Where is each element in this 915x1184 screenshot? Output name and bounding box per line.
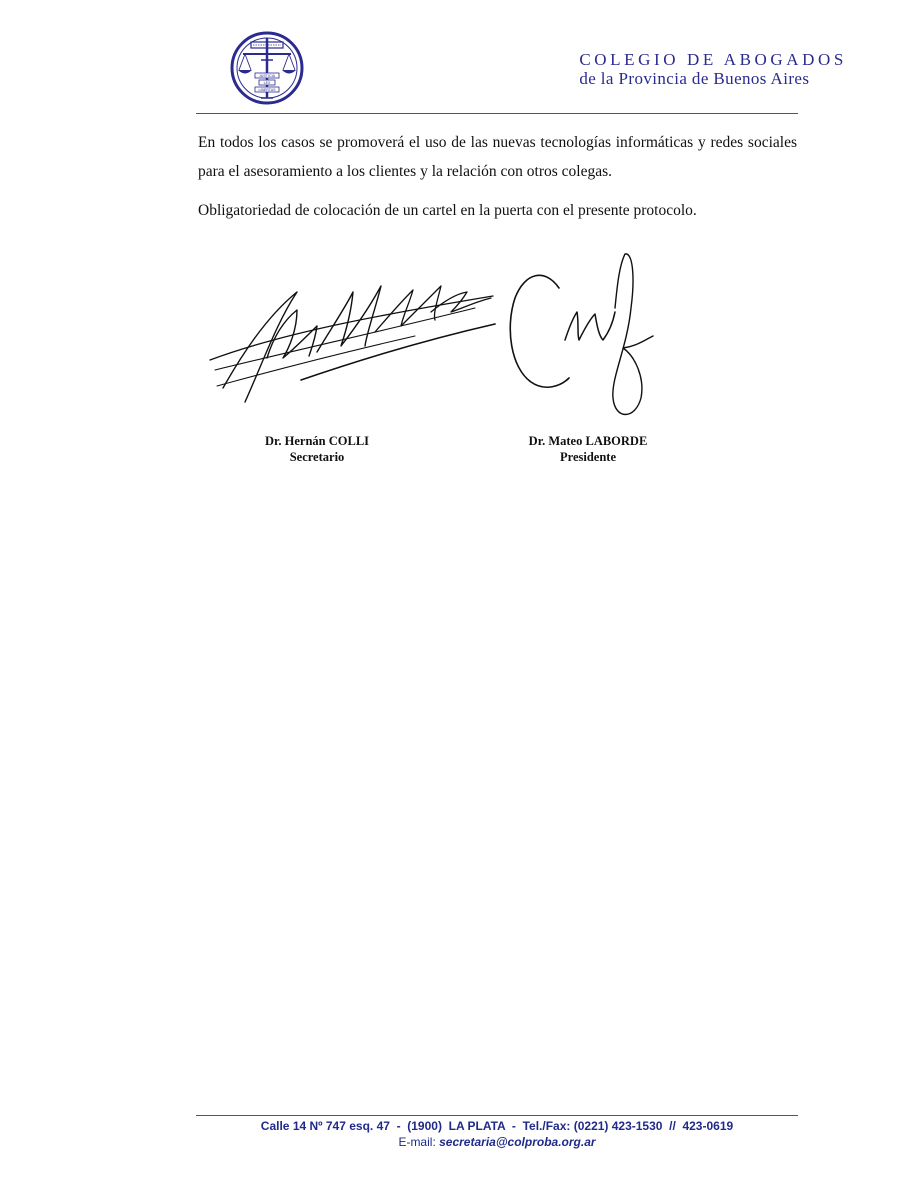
footer-email xyxy=(196,1134,798,1150)
signer-title: Presidente xyxy=(559,450,616,464)
body-paragraph: En todos los casos se promoverá el uso de las nuevas tecnologías informáticas y redes sociales para el asesoramiento a los clientes y la relación con otros colegas. xyxy=(198,134,797,180)
footer xyxy=(196,1118,798,1150)
signer-name: Dr. Mateo LABORDE xyxy=(528,434,648,448)
bar-association-seal-logo xyxy=(229,30,305,106)
document-body xyxy=(198,128,797,225)
secretary-signature xyxy=(205,262,505,412)
header-divider xyxy=(196,113,798,114)
president-signature xyxy=(505,248,665,423)
organization-name-line2: de la Provincia de Buenos Aires xyxy=(579,69,810,88)
president-signature-block xyxy=(503,433,673,465)
email-label: E-mail: xyxy=(398,1135,440,1149)
body-paragraph: Obligatoriedad de colocación de un cartel en la puerta con el presente protocolo. xyxy=(198,202,697,219)
organization-name-line1: COLEGIO DE ABOGADOS xyxy=(579,50,847,69)
signer-title: Secretario xyxy=(289,450,345,464)
svg-text:JUSTICIA: JUSTICIA xyxy=(259,74,275,78)
svg-text:LEX: LEX xyxy=(263,81,271,85)
signer-name: Dr. Hernán COLLI xyxy=(264,434,370,448)
secretary-signature-block xyxy=(232,433,402,465)
svg-text:LIBERTAS: LIBERTAS xyxy=(258,88,276,92)
footer-divider xyxy=(196,1115,798,1116)
organization-name xyxy=(579,50,847,89)
email-link[interactable]: secretaria@colproba.org.ar xyxy=(439,1135,596,1149)
footer-address: Calle 14 Nº 747 esq. 47 - (1900) LA PLATA - Tel./Fax: (0221) 423-1530 // 423-0619 xyxy=(260,1119,734,1133)
